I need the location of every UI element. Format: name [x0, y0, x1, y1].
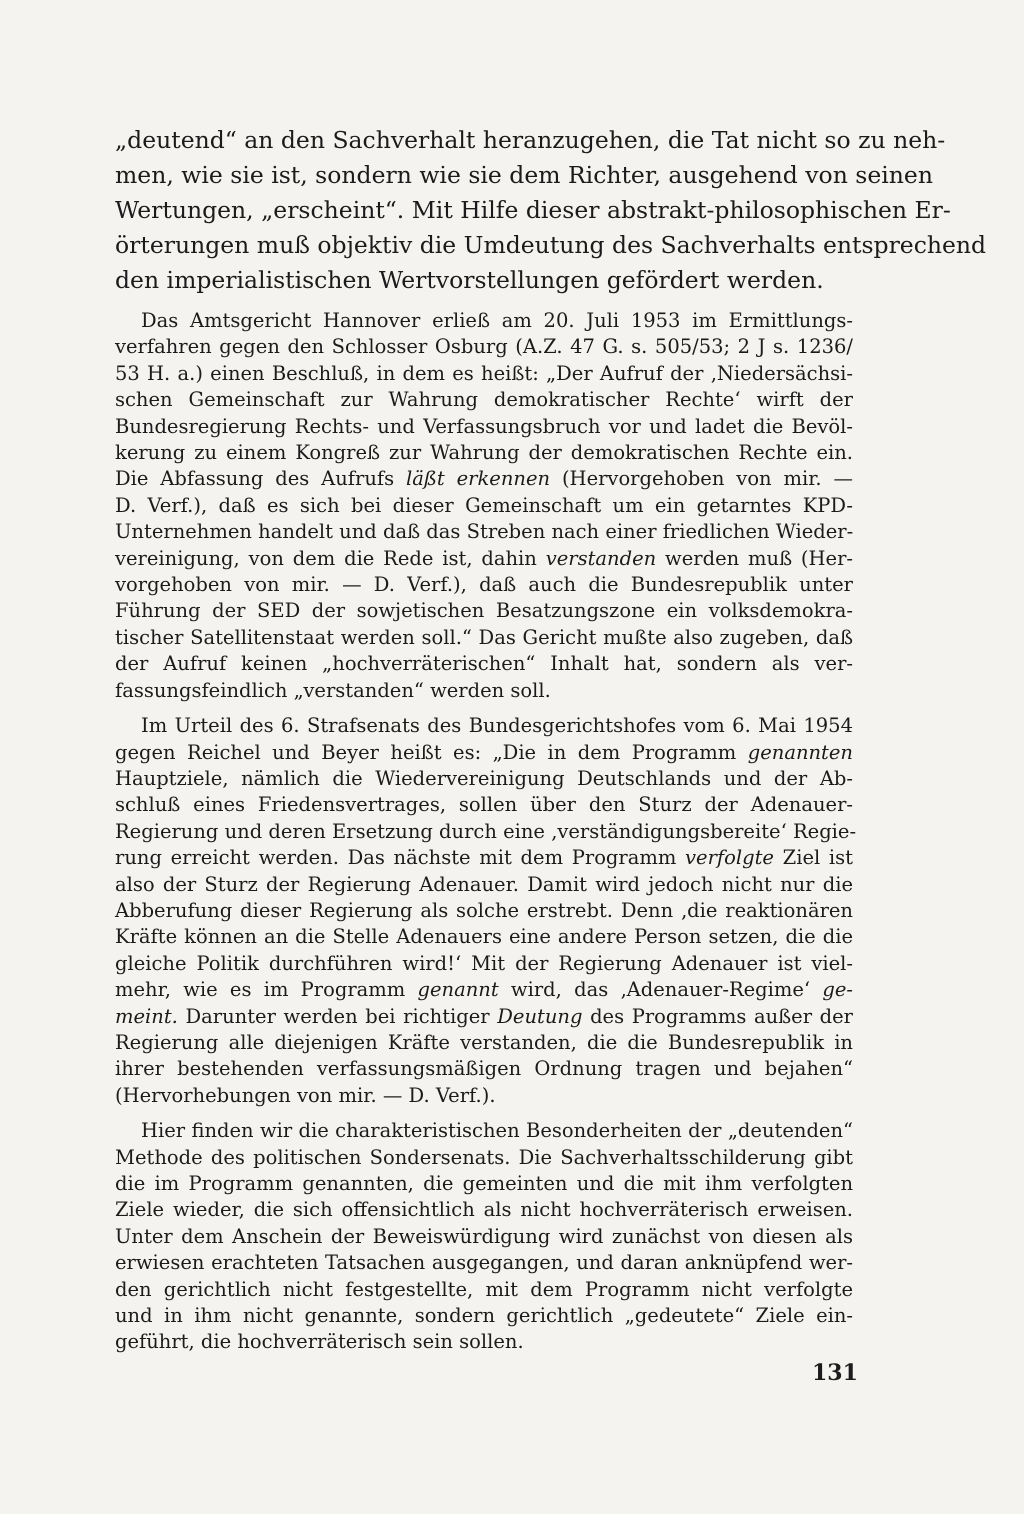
emphasis: meint.	[115, 1004, 178, 1028]
text-line: D. Verf.), daß es sich bei dieser Gemeinschaft um ein getarntes KPD-	[115, 493, 853, 517]
text-line	[89, 546, 853, 572]
text-line	[89, 977, 853, 1003]
text-line: Hauptziele, nämlich die Wiedervereinigung Deutschlands und der Ab-	[115, 766, 853, 790]
text-line	[89, 740, 853, 766]
text-line: geführt, die hochverräterisch sein sollen.	[115, 1330, 524, 1354]
text-run: rung erreicht werden. Das nächste mit dem Programm	[115, 846, 686, 870]
emphasis: verfolgte	[685, 846, 774, 870]
text-line: örterungen muß objektiv die Umdeutung des Sachverhalts entsprechend	[115, 231, 987, 259]
page-number: 131	[812, 1360, 858, 1386]
text-line: Wertungen, „erscheint“. Mit Hilfe dieser abstrakt-philosophischen Er-	[115, 196, 951, 224]
emphasis: läßt erkennen	[406, 467, 551, 491]
text-line: Unternehmen handelt und daß das Streben nach einer friedlichen Wieder-	[115, 520, 854, 544]
text-run: Darunter werden bei richtiger	[177, 1004, 498, 1028]
text-line	[89, 845, 853, 871]
text-line: Ziele wieder, die sich offensichtlich als nicht hochverräterisch erweisen.	[115, 1198, 853, 1222]
text-line: ihrer bestehenden verfassungsmäßigen Ordnung tragen und bejahen“	[115, 1057, 853, 1081]
text-line	[89, 1004, 853, 1030]
text-line: die im Programm genannten, die gemeinten und die mit ihm verfolgten	[115, 1172, 853, 1195]
text-line: den gerichtlich nicht festgestellte, mit dem Programm nicht verfolgte	[115, 1277, 853, 1301]
text-line: also der Sturz der Regierung Adenauer. Damit wird jedoch nicht nur die	[115, 872, 853, 896]
text-line: verfahren gegen den Schlosser Osburg (A.Z. 47 G. s. 505/53; 2 J s. 1236/	[115, 335, 853, 359]
text-line: Methode des politischen Sondersenats. Die Sachverhaltsschilderung gibt	[115, 1145, 853, 1169]
text-line: schluß eines Friedensvertrages, sollen über den Sturz der Adenauer-	[115, 793, 853, 817]
emphasis: Deutung	[497, 1004, 583, 1028]
text-run: gegen Reichel und Beyer heißt es: „Die in dem Programm	[115, 740, 748, 764]
text-line: kerung zu einem Kongreß zur Wahrung der demokratischen Rechte ein.	[115, 441, 853, 465]
text-line: der Aufruf keinen „hochverräterischen“ Inhalt hat, sondern als ver-	[115, 652, 853, 676]
text-line: 53 H. a.) einen Beschluß, in dem es heißt: „Der Aufruf der ‚Niedersächsi-	[115, 361, 853, 385]
text-line: (Hervorhebungen von mir. — D. Verf.).	[115, 1083, 496, 1107]
paragraph-deutende-methode	[115, 1118, 853, 1356]
emphasis: genannt	[417, 978, 499, 1002]
text-line: Im Urteil des 6. Strafsenats des Bundesgerichtshofes vom 6. Mai 1954	[141, 714, 853, 738]
text-run: mehr, wie es im Programm	[115, 978, 418, 1002]
text-run: Ziel ist	[773, 846, 853, 870]
text-run: Die Abfassung des Aufrufs	[115, 467, 406, 491]
text-line: vorgehoben von mir. — D. Verf.), daß auch die Bundesrepublik unter	[115, 573, 853, 597]
text-line: und in ihm nicht genannte, sondern gerichtlich „gedeutete“ Ziele ein-	[115, 1304, 853, 1328]
intro-paragraph	[115, 123, 987, 298]
text-line: Kräfte können an die Stelle Adenauers eine andere Person setzen, die die	[115, 925, 853, 949]
text-line: fassungsfeindlich „verstanden“ werden soll.	[115, 678, 551, 702]
emphasis: genannten	[747, 740, 853, 764]
text-run: werden muß (Her-	[656, 546, 853, 570]
text-line: Abberufung dieser Regierung als solche erstrebt. Denn ‚die reaktionären	[115, 898, 853, 922]
text-line: men, wie sie ist, sondern wie sie dem Richter, ausgehend von seinen	[115, 161, 933, 189]
text-line: „deutend“ an den Sachverhalt heranzugehen, die Tat nicht so zu neh-	[115, 126, 946, 154]
text-line: Das Amtsgericht Hannover erließ am 20. Juli 1953 im Ermittlungs-	[141, 309, 853, 332]
text-run: vereinigung, von dem die Rede ist, dahin	[115, 546, 546, 570]
text-run: (Hervorgehoben von mir. —	[550, 467, 854, 491]
text-line	[89, 466, 853, 492]
text-line: Bundesregierung Rechts- und Verfassungsbruch vor und ladet die Bevöl-	[115, 414, 853, 438]
text-line: erwiesen erachteten Tatsachen ausgegangen, und daran anknüpfend wer-	[115, 1251, 853, 1275]
text-line: gleiche Politik durchführen wird!‘ Mit der Regierung Adenauer ist viel-	[115, 951, 853, 975]
paragraph-bundesgerichtshof	[115, 713, 857, 1109]
text-line: Hier finden wir die charakteristischen Besonderheiten der „deutenden“	[141, 1119, 853, 1143]
text-line: schen Gemeinschaft zur Wahrung demokratischer Rechte‘ wirft der	[115, 388, 853, 412]
text-line: den imperialistischen Wertvorstellungen gefördert werden.	[115, 266, 824, 294]
quoted-body	[115, 308, 857, 1365]
text-line: Führung der SED der sowjetischen Besatzungszone ein volksdemokra-	[115, 599, 853, 623]
text-line: Regierung und deren Ersetzung durch eine ‚verständigungsbereite‘ Regie-	[115, 819, 857, 843]
text-run: des Programms außer der	[582, 1004, 853, 1028]
text-line: tischer Satellitenstaat werden soll.“ Das Gericht mußte also zugeben, daß	[115, 625, 853, 649]
text-line: Unter dem Anschein der Beweiswürdigung wird zunächst von diesen als	[115, 1224, 853, 1248]
emphasis: ge-	[822, 978, 853, 1002]
paragraph-amtsgericht	[115, 308, 853, 704]
text-run: wird, das ‚Adenauer-Regime‘	[498, 978, 823, 1002]
emphasis: verstanden	[545, 546, 657, 570]
text-line: Regierung alle diejenigen Kräfte verstanden, die die Bundesrepublik in	[115, 1030, 853, 1054]
